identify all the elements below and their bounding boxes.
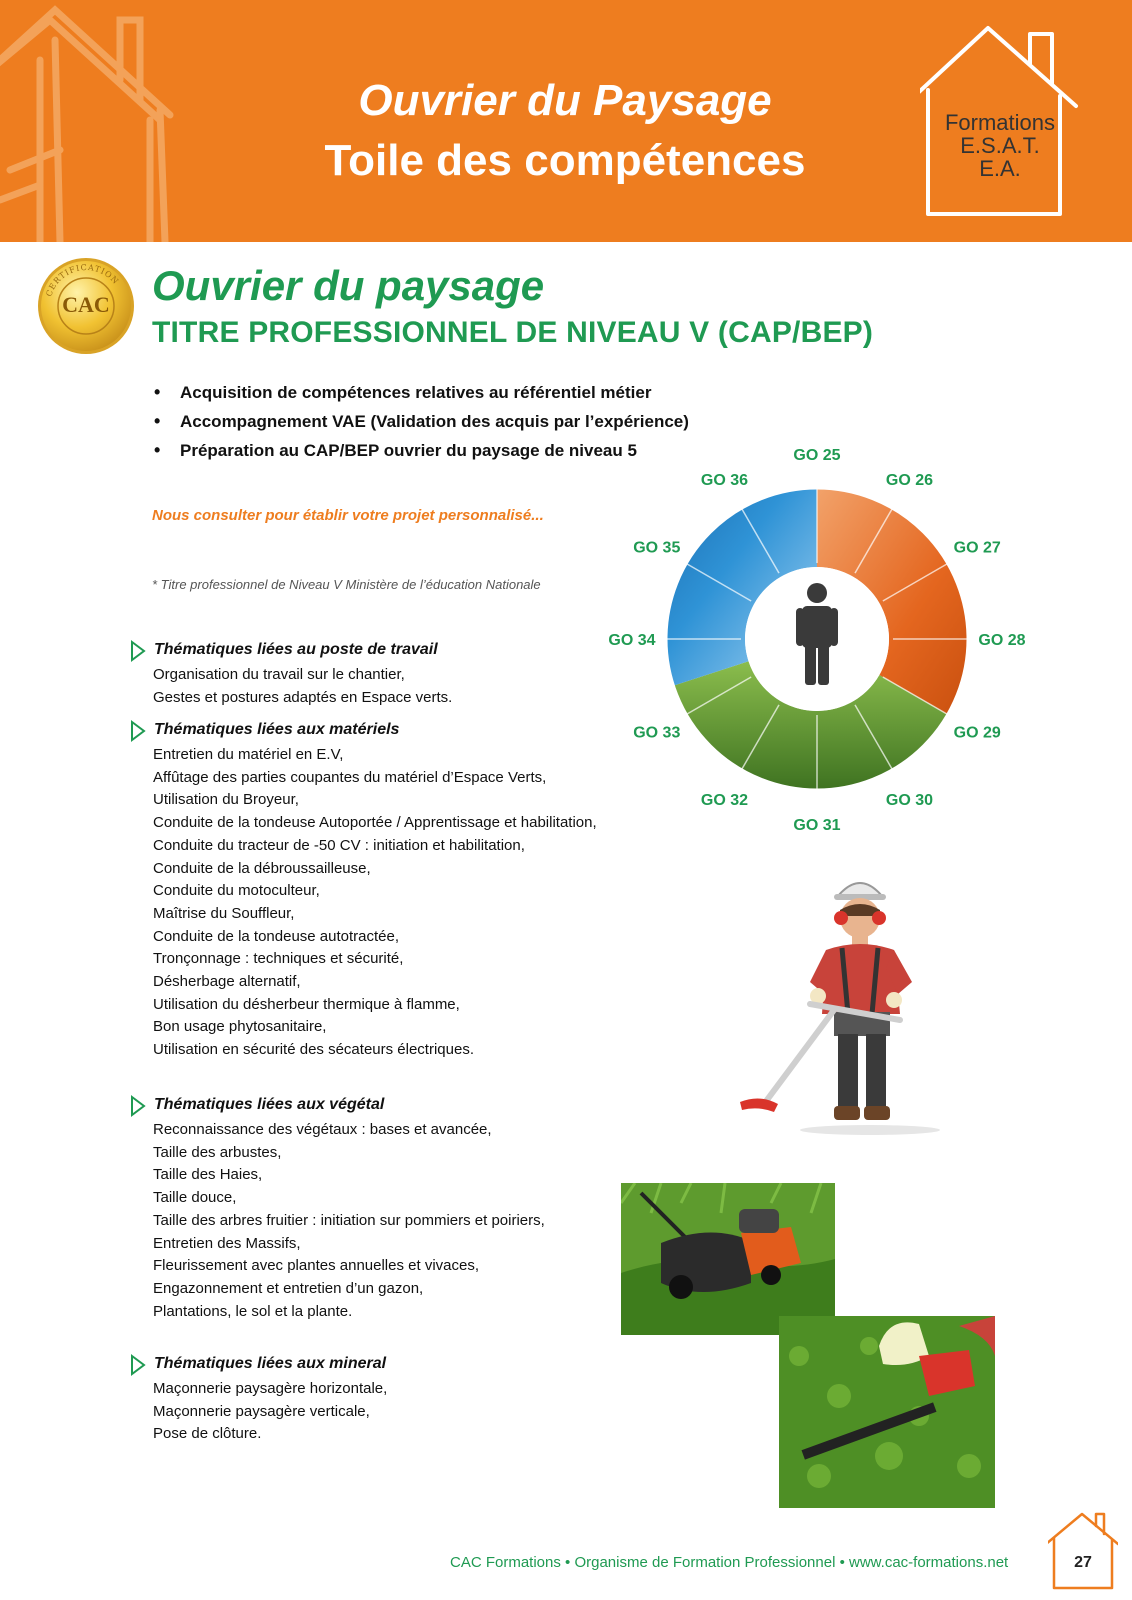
list-item: Utilisation du désherbeur thermique à flamme, (153, 995, 460, 1013)
theme-items (128, 1378, 387, 1446)
theme-title: Thématiques liées aux matériels (154, 721, 400, 738)
benefit-item: • Préparation au CAP/BEP ouvrier du paysage de niveau 5 (152, 436, 689, 465)
footer-text: CAC Formations • Organisme de Formation Professionnel • www.cac-formations.net (450, 1554, 1009, 1571)
lawn-mower-photo (621, 1183, 835, 1335)
list-item: Entretien du matériel en E.V, (153, 746, 344, 763)
wheel-label: GO 29 (953, 724, 1001, 742)
list-item: Entretien des Massifs, (153, 1234, 301, 1252)
list-item: Tronçonnage : techniques et sécurité, (153, 950, 404, 968)
consult-note: Nous consulter pour établir votre projet personnalisé... (152, 507, 544, 524)
list-item: Maîtrise du Souffleur, (153, 904, 295, 922)
header-title-line1: Ouvrier du Paysage (358, 76, 772, 125)
wheel-label: GO 34 (608, 632, 656, 649)
page-number: 27 (1074, 1554, 1092, 1571)
list-item: Conduite de la tondeuse autotractée, (153, 927, 400, 945)
house-sketch-decoration (0, 0, 240, 242)
list-item: Organisation du travail sur le chantier, (153, 666, 405, 683)
benefit-item: • Accompagnement VAE (Validation des acquis par l’expérience) (152, 407, 689, 436)
list-item: Désherbage alternatif, (153, 973, 301, 991)
wheel-label: GO 32 (700, 792, 749, 810)
list-item: Affûtage des parties coupantes du matériel d’Espace Verts, (153, 768, 547, 786)
footer-house-icon (1048, 1510, 1118, 1590)
wheel-label: GO 26 (885, 471, 934, 489)
list-item: Taille douce, (153, 1189, 237, 1207)
list-item: Gestes et postures adaptés en Espace verts. (153, 688, 453, 706)
list-item: Bon usage phytosanitaire, (153, 1018, 327, 1036)
triangle-arrow-icon (130, 640, 146, 662)
list-item: Utilisation en sécurité des sécateurs électriques. (153, 1041, 474, 1059)
section-subtitle: TITRE PROFESSIONNEL DE NIVEAU V (CAP/BEP) (152, 316, 874, 349)
hedge-trimmer-photo (779, 1316, 995, 1508)
theme-mineral (128, 1353, 387, 1446)
wheel-label: GO 33 (633, 724, 681, 742)
list-item: Taille des Haies, (153, 1166, 263, 1184)
wheel-label: GO 25 (793, 447, 841, 464)
header-title-line2: Toile des compétences (324, 136, 806, 185)
list-item: Conduite du motoculteur, (153, 882, 320, 900)
list-item: Fleurissement avec plantes annuelles et vivaces, (153, 1257, 480, 1275)
wheel-label: GO 35 (633, 539, 681, 557)
list-item: Maçonnerie paysagère horizontale, (153, 1380, 388, 1397)
list-item: Plantations, le sol et la plante. (153, 1302, 353, 1320)
list-item: Utilisation du Broyeur, (153, 791, 299, 809)
header-banner (0, 0, 1132, 242)
competence-wheel (570, 435, 1050, 835)
gardener-figurine-image (730, 872, 950, 1136)
list-item: Maçonnerie paysagère verticale, (153, 1402, 370, 1420)
list-item: Taille des arbres fruitier : initiation sur pommiers et poiriers, (153, 1211, 545, 1229)
list-item: Engazonnement et entretien d’un gazon, (153, 1279, 424, 1297)
theme-plants (128, 1094, 545, 1323)
theme-equipment (128, 719, 597, 1062)
triangle-arrow-icon (130, 720, 146, 742)
theme-workstation (128, 639, 452, 709)
list-item: Conduite de la débroussailleuse, (153, 859, 371, 877)
theme-items (128, 1119, 545, 1323)
list-item: Reconnaissance des végétaux : bases et avancée, (153, 1121, 492, 1138)
formations-house-logo (920, 24, 1080, 220)
theme-title: Thématiques liées aux végétal (154, 1096, 385, 1113)
theme-items (128, 744, 597, 1062)
triangle-arrow-icon (130, 1095, 146, 1117)
theme-items (128, 664, 452, 709)
list-item: Conduite de la tondeuse Autoportée / Apprentissage et habilitation, (153, 814, 597, 832)
logo-line-formations: Formations (944, 110, 1056, 135)
wheel-label: GO 27 (953, 539, 1001, 557)
theme-title: Thématiques liées aux mineral (154, 1355, 387, 1372)
logo-line-ea: E.A. (979, 156, 1021, 181)
list-item: Conduite du tracteur de -50 CV : initiation et habilitation, (153, 836, 525, 854)
triangle-arrow-icon (130, 1354, 146, 1376)
benefit-item: • Acquisition de compétences relatives au référentiel métier (152, 378, 689, 407)
list-item: Taille des arbustes, (153, 1143, 282, 1161)
wheel-label: GO 31 (793, 817, 841, 834)
section-title: Ouvrier du paysage (152, 262, 545, 309)
seal-ring-text: CERTIFICATION (44, 262, 121, 298)
theme-title: Thématiques liées au poste de travail (154, 641, 438, 658)
list-item: Pose de clôture. (153, 1425, 262, 1443)
wheel-label: GO 30 (885, 792, 934, 810)
footnote: * Titre professionnel de Niveau V Ministère de l’éducation Nationale (152, 577, 541, 592)
seal-text: CAC (62, 292, 110, 317)
logo-line-esat: E.S.A.T. (960, 133, 1040, 158)
wheel-label: GO 28 (978, 632, 1026, 649)
certification-seal (36, 256, 136, 356)
wheel-label: GO 36 (700, 471, 749, 489)
